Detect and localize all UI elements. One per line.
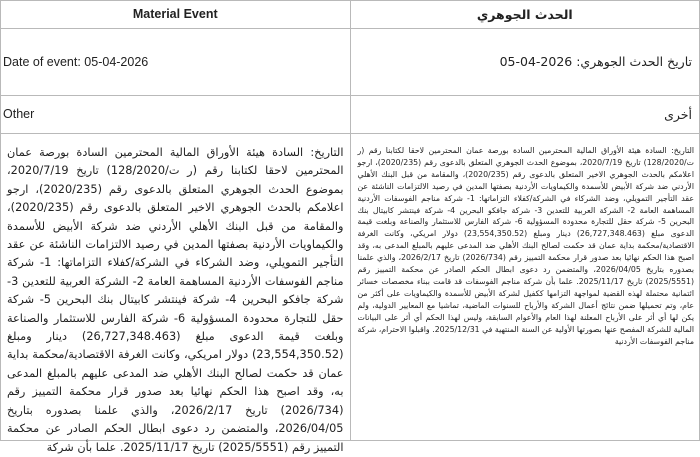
event-body-row xyxy=(1,134,700,441)
left-body-text: التاريخ: السادة هيئة الأوراق المالية المحترمين السادة بورصة عمان المحترمين لاحقا لكتابنا رقم (ر ت/128/2020) تاريخ 2020/7/19، بموضوع الحدث الجوهري المتعلق بالدعوى رقم (2020/235)، ارجو اعلامكم بالحدث الجوهري الاخير المتعلق بالدعوى رقم (2020/235)، والمقامة من قبل البنك الأهلي الأردني ضد شركة الأبيض للأسمدة والكيماويات الأردنية بصفتها المدين في رصيد الالتزامات الناشئة عن عقد التأجير التمويلي، وضد الشركاء في الشركة/كفلاء التزاماتها: 1- شركة مناجم الفوسفات الأردنية المساهمة العامة 2- الشركة العربية للتعدين 3- شركة جافكو البحرين 4- شركة فينتشر كابيتال بنك البحرين 5- شركة حقل للتجارة محدودة المسؤولية 6- شركة الفارس للاستثمار والصناعة وبلغت قيمة الدعوى مبلغ (26,727,348.463) دينار ومبلغ (23,554,350.52) دولار امريكي، وكانت الغرفة الاقتصادية/محكمة بداية عمان قد حكمت لصالح البنك الأهلي ضد المدعى عليهم بالمبلغ المدعى به، وقد اصبح هذا الحكم نهائيا بعد صدور قرار محكمة التمييز رقم (2026/734) تاريخ 2026/2/17، والذي علمنا بصدوره بتاريخ 2026/04/05، والمتضمن رد دعوى ابطال الحكم الصادر عن محكمة التمييز رقم (2025/5551) تاريخ 2025/11/17. علما بأن شركة xyxy=(7,146,344,454)
arabic-event-type: أخرى xyxy=(664,107,692,122)
english-header-title: Material Event xyxy=(132,7,218,21)
english-event-type: Other xyxy=(3,107,35,121)
english-type-cell xyxy=(1,96,351,134)
arabic-type-cell xyxy=(350,96,700,134)
right-body-cell xyxy=(350,134,700,441)
header-row xyxy=(1,1,700,29)
event-type-row xyxy=(1,96,700,134)
arabic-header-title: الحدث الجوهري xyxy=(476,7,573,22)
arabic-event-date: تاريخ الحدث الجوهري: 2026-04-05 xyxy=(499,54,692,69)
arabic-header-cell xyxy=(350,1,700,29)
right-body-text: التاريخ: السادة هيئة الأوراق المالية المحترمين السادة بورصة عمان المحترمين لاحقا لكتابنا رقم (ر ت/128/2020) تاريخ 2020/7/19، بموضوع الحدث الجوهري المتعلق بالدعوى رقم (2020/235)، ارجو اعلامكم بالحدث الجوهري الاخير المتعلق بالدعوى رقم (2020/235)، والمقامة من قبل البنك الأهلي الأردني ضد شركة الأبيض للأسمدة والكيماويات الأردنية بصفتها المدين في رصيد الالتزامات الناشئة عن عقد التأجير التمويلي، وضد الشركاء في الشركة/كفلاء التزاماتها: 1- شركة مناجم الفوسفات الأردنية المساهمة العامة 2- الشركة العربية للتعدين 3- شركة جافكو البحرين 4- شركة فينتشر كابيتال بنك البحرين 5- شركة حقل للتجارة محدودة المسؤولية 6- شركة الفارس للاستثمار والصناعة وبلغت قيمة الدعوى مبلغ (26,727,348.463) دينار ومبلغ (23,554,350.52) دولار امريكي، وكانت الغرفة الاقتصادية/محكمة بداية عمان قد حكمت لصالح البنك الأهلي ضد المدعى عليهم بالمبلغ المدعى به، وقد اصبح هذا الحكم نهائيا بعد صدور قرار محكمة التمييز رقم (2026/734) تاريخ 2026/2/17، والذي علمنا بصدوره بتاريخ 2026/04/05، والمتضمن رد دعوى ابطال الحكم الصادر عن محكمة التمييز رقم (2025/5551) تاريخ 2025/11/17. علما بأن شركة مناجم الفوسفات قد قامت ببناء مخصصات خسائر ائتمانية محتملة لهذه القضية لمواجهة التزامها ككفيل لشركة الأبيض للأسمدة والكيماويات على أكثر من عام، وتم تحميلها ضمن نتائج أعمال الشركة والأرباح للسنوات الماضية، تماشيا مع المعايير الدولية، ولم يكن لها أي أثر على الأرباح المعلنة لهذا العام والأعوام السابقة، وليس لهذا الحكم أي أثر على البيانات المالية للشركة المفصح عنها بصورتها الأولية عن السنة المنتهية في 2025/12/31. واقبلوا الاحترام، شركة مناجم الفوسفات الأردنية xyxy=(357,146,695,346)
arabic-date-cell xyxy=(350,29,700,96)
left-body-cell xyxy=(1,134,351,454)
event-date-row xyxy=(1,29,700,96)
english-event-date: Date of event: 05-04-2026 xyxy=(3,55,149,69)
english-header-cell xyxy=(1,1,351,29)
english-date-cell xyxy=(1,29,351,96)
